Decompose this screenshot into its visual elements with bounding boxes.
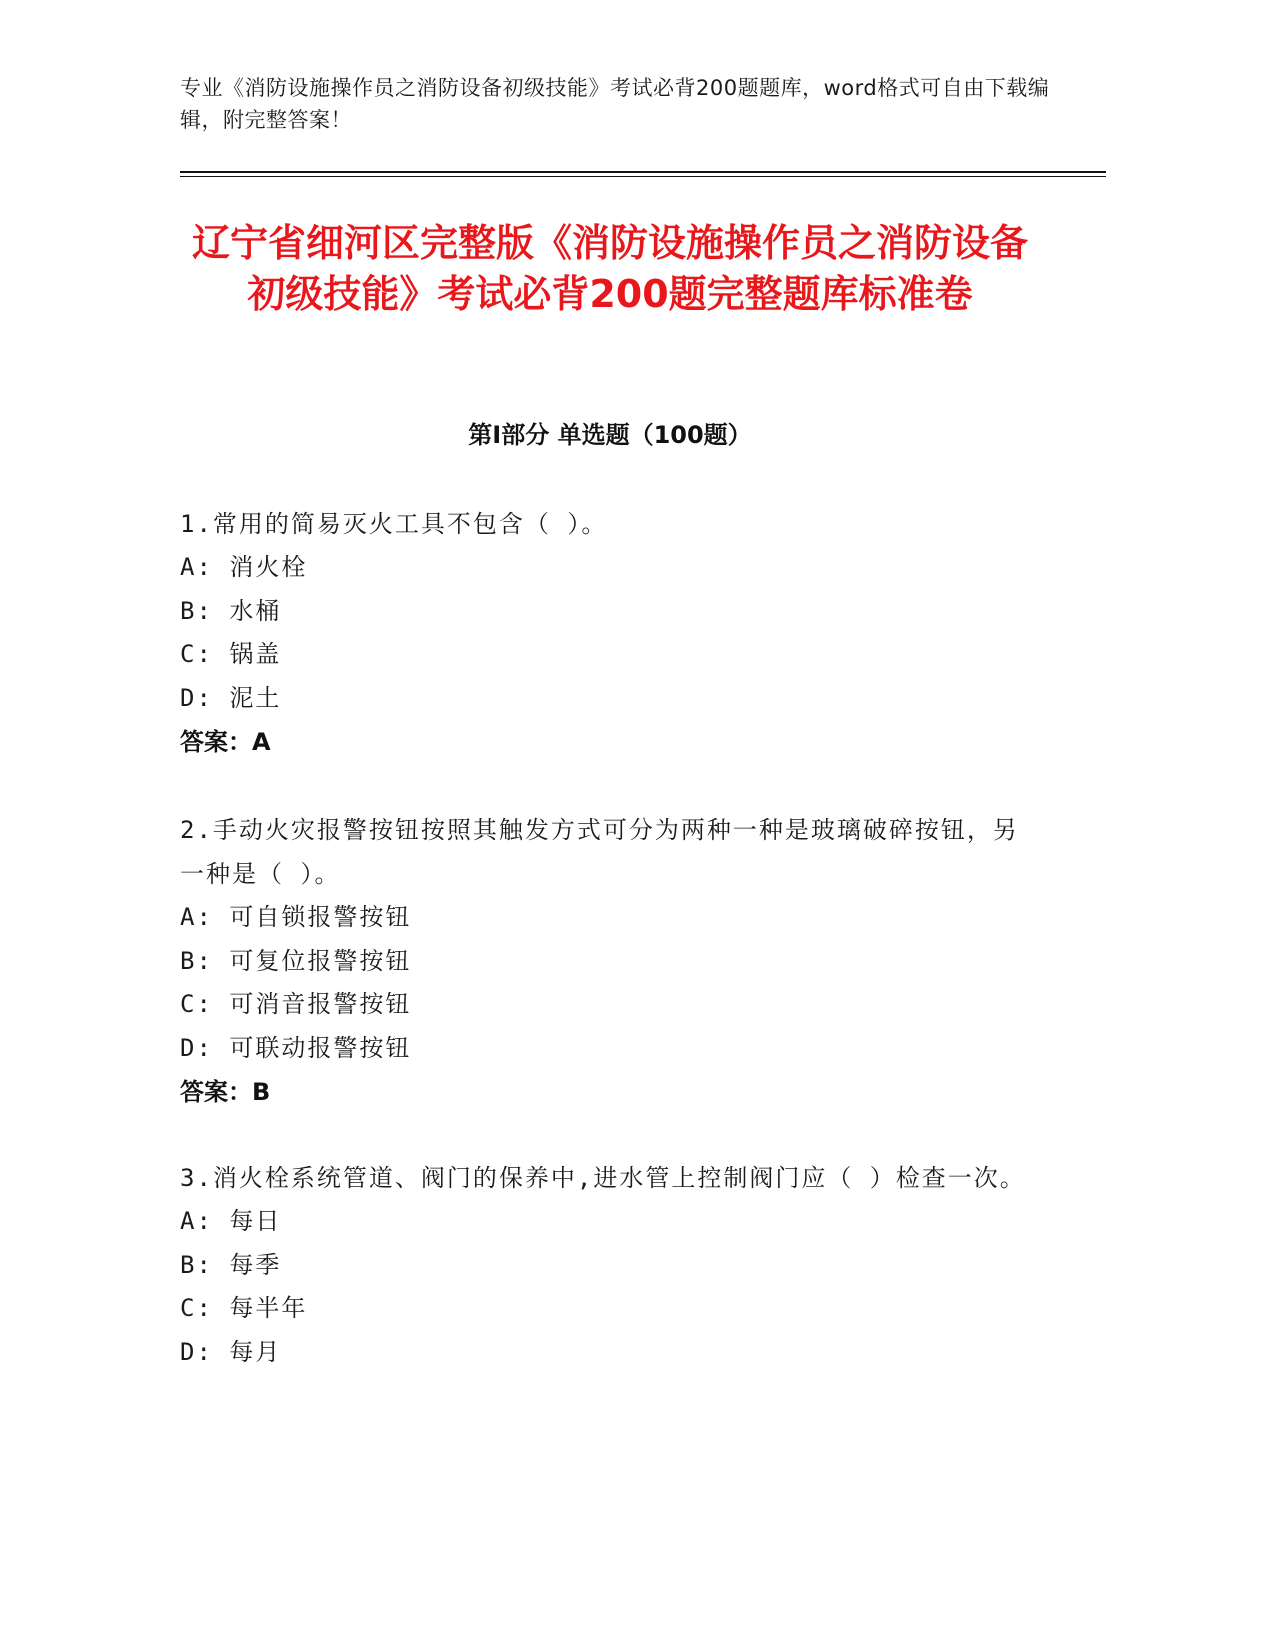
option-b: B: 水桶 [180, 596, 282, 625]
question-1 [180, 502, 1040, 764]
option-a: A: 可自锁报警按钮 [180, 903, 412, 931]
question-2 [180, 808, 1040, 1114]
document-title: 辽宁省细河区完整版《消防设施操作员之消防设备初级技能》考试必背200题完整题库标准卷 [191, 221, 1028, 316]
question-3 [180, 1156, 1040, 1374]
header-divider [180, 171, 1106, 173]
question-stem: 3.消火栓系统管道、阀门的保养中,进水管上控制阀门应（ ）检查一次。 [180, 1164, 1026, 1192]
question-stem: 1.常用的简易灭火工具不包含（ ）。 [180, 510, 608, 538]
option-c: C: 可消音报警按钮 [180, 990, 412, 1018]
option-a: A: 消火栓 [180, 553, 308, 581]
question-stem: 2.手动火灾报警按钮按照其触发方式可分为两种一种是玻璃破碎按钮，另一种是（ ）。 [180, 816, 1019, 888]
option-a: A: 每日 [180, 1207, 282, 1235]
option-d: D: 可联动报警按钮 [180, 1033, 412, 1062]
option-d: D: 泥土 [180, 683, 282, 712]
option-c: C: 每半年 [180, 1294, 308, 1322]
option-b: B: 每季 [180, 1250, 282, 1279]
header-note: 专业《消防设施操作员之消防设备初级技能》考试必背200题题库，word格式可自由下载编辑，附完整答案！ [180, 76, 1050, 132]
section-title: 第I部分 单选题（100题） [468, 421, 752, 449]
option-c: C: 锅盖 [180, 640, 282, 668]
option-d: D: 每月 [180, 1337, 282, 1366]
answer: 答案：B [180, 1078, 271, 1106]
answer: 答案：A [180, 728, 271, 756]
option-b: B: 可复位报警按钮 [180, 946, 412, 975]
header-divider-thin [180, 176, 1106, 177]
